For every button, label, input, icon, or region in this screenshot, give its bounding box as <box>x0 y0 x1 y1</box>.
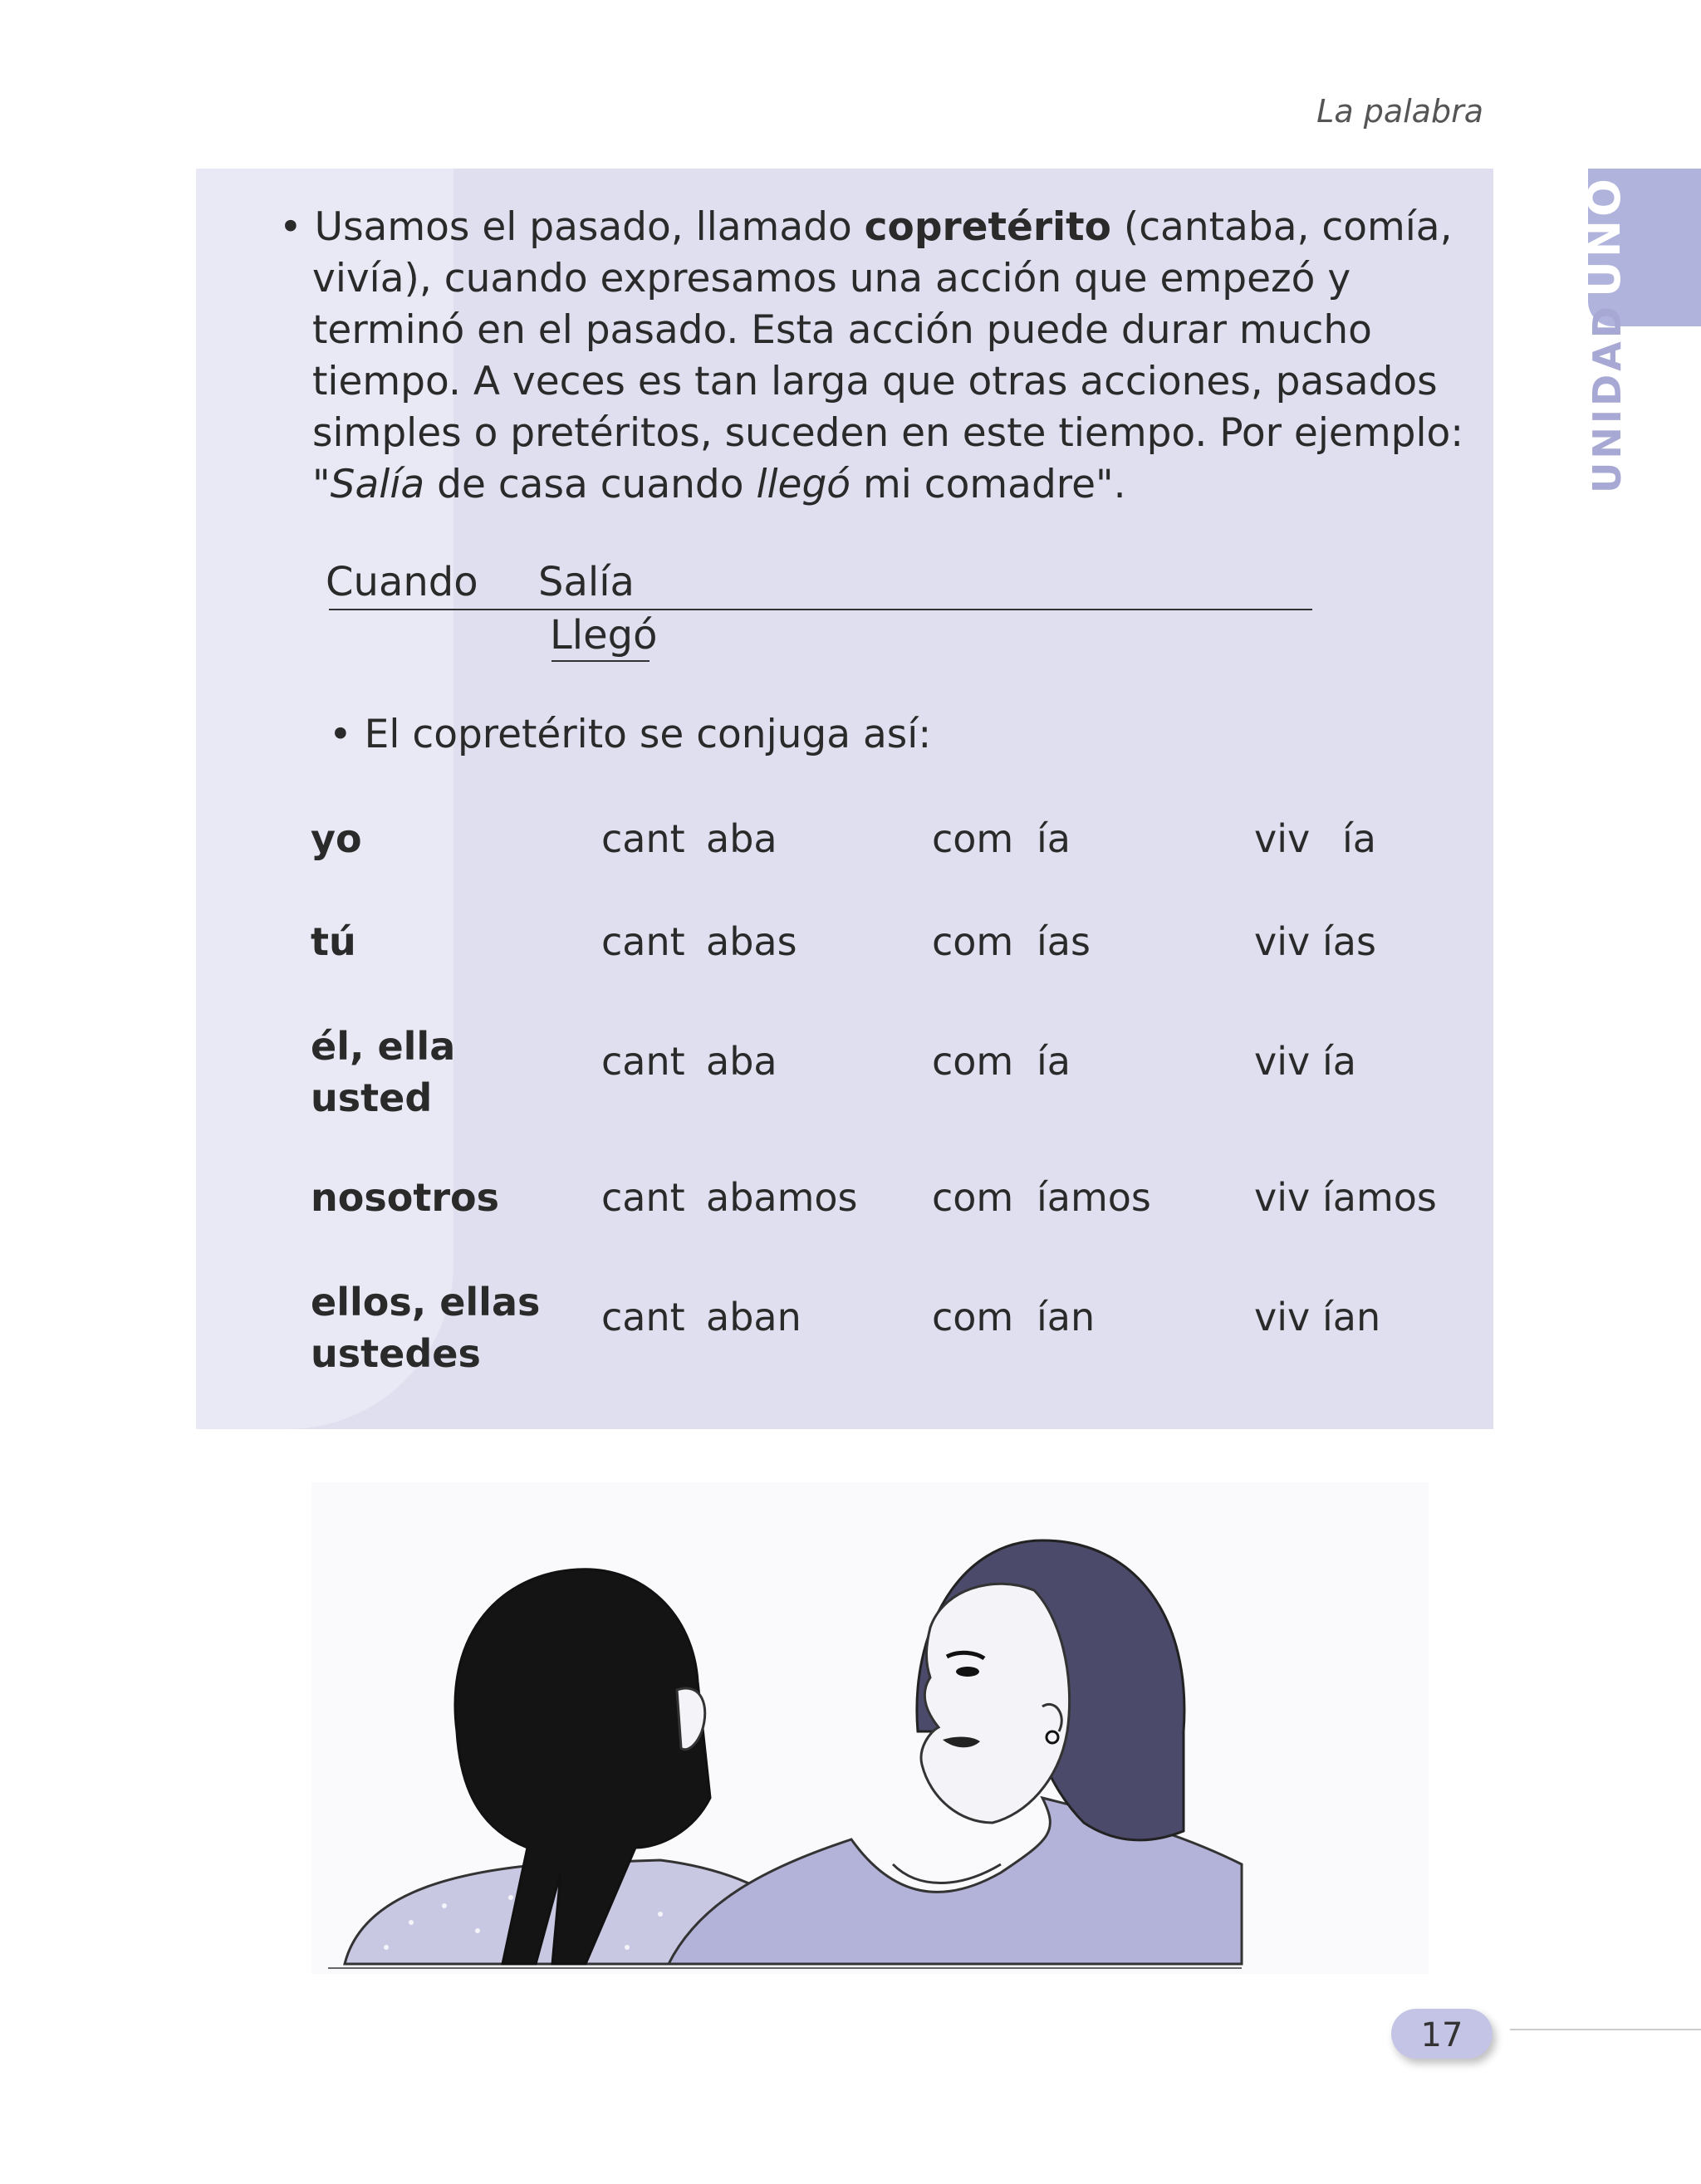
verb-stem: viv <box>1254 1039 1311 1084</box>
verb-stem: com <box>932 1175 1014 1220</box>
verb-stem: cant <box>601 919 685 964</box>
verb-ending: ía <box>1342 816 1376 861</box>
bullet-text: mi comadre". <box>850 462 1126 507</box>
timeline-label-llego: Llegó <box>550 612 658 659</box>
verb-stem: com <box>932 816 1014 861</box>
bold-term: copretérito <box>864 204 1111 250</box>
timeline-label-salia: Salía <box>538 559 635 605</box>
verb-stem: viv <box>1254 1295 1311 1339</box>
verb-ending: abamos <box>706 1175 858 1220</box>
verb-stem: com <box>932 1295 1014 1339</box>
pronoun: usted <box>311 1075 433 1120</box>
verb-stem: viv <box>1254 919 1311 964</box>
example-word: llegó <box>756 462 851 507</box>
two-women-talking-illustration <box>311 1482 1429 1974</box>
pronoun: ellos, ellas <box>311 1280 541 1325</box>
verb-ending: íamos <box>1322 1175 1437 1220</box>
example-word: Salía <box>330 462 425 507</box>
verb-ending: ían <box>1037 1295 1096 1339</box>
verb-ending: abas <box>706 919 797 964</box>
verb-ending: ía <box>1037 1039 1071 1084</box>
verb-ending: ía <box>1322 1039 1356 1084</box>
verb-ending: ías <box>1322 919 1376 964</box>
bullet-conjugation-intro: • El copretérito se conjuga así: <box>329 712 932 757</box>
bullet-text: Usamos el pasado, llamado <box>314 204 865 250</box>
verb-ending: aba <box>706 816 777 861</box>
pronoun: tú <box>311 919 356 964</box>
content-panel <box>196 169 1493 1429</box>
bullet-text: (cantaba, comía, vivía), cuando expresamos una acción que empezó y terminó en el pasado. Esta acción puede durar mucho tiempo. A veces es tan larga que otras acciones, pasados simples o pretéritos, suceden en este tiempo. Por ejemplo: " <box>312 204 1464 507</box>
verb-ending: íamos <box>1037 1175 1151 1220</box>
verb-stem: viv <box>1254 1175 1311 1220</box>
timeline-label-cuando: Cuando <box>326 559 478 605</box>
verb-ending: ía <box>1037 816 1071 861</box>
timeline-line <box>329 609 1312 610</box>
unit-tab-label: UNIDAD <box>1585 303 1630 493</box>
verb-ending: aba <box>706 1039 777 1084</box>
verb-stem: cant <box>601 1175 685 1220</box>
verb-stem: viv <box>1254 816 1311 861</box>
verb-ending: ían <box>1322 1295 1381 1339</box>
pronoun: él, ella <box>311 1024 456 1069</box>
page-number-rule <box>1510 2029 1701 2030</box>
verb-stem: com <box>932 1039 1014 1084</box>
bullet-text: de casa cuando <box>424 462 757 507</box>
pronoun: yo <box>311 816 362 861</box>
pronoun: ustedes <box>311 1331 481 1376</box>
section-title: La palabra <box>1316 93 1483 130</box>
verb-stem: cant <box>601 816 685 861</box>
bullet-paragraph-copreterito: • Usamos el pasado, llamado copretérito (cantaba, comía, vivía), cuando expresamos una acción que empezó y terminó en el pasado. Esta acción puede durar mucho tiempo. A veces es tan larga que otras acciones, pasados simples o pretéritos, suceden en este tiempo. Por ejemplo: "Salía de casa cuando llegó mi comadre". <box>279 204 1464 507</box>
pronoun: nosotros <box>311 1175 499 1220</box>
bullet-text: El copretérito se conjuga así: <box>364 712 932 757</box>
timeline-short-line <box>551 660 650 662</box>
verb-stem: cant <box>601 1039 685 1084</box>
verb-ending: ías <box>1037 919 1091 964</box>
verb-stem: com <box>932 919 1014 964</box>
eye <box>956 1667 979 1677</box>
verb-stem: cant <box>601 1295 685 1339</box>
verb-ending: aban <box>706 1295 801 1339</box>
unit-tab-number: UNO <box>1578 175 1630 297</box>
page-number: 17 <box>1420 2016 1463 2054</box>
